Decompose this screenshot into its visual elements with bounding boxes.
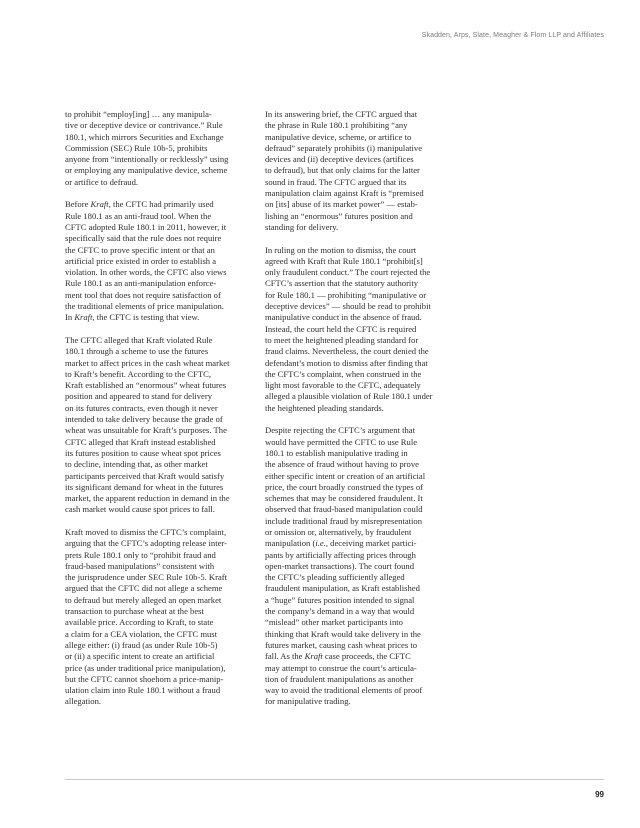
text-line: Before Kraft, the CFTC had primarily used: [65, 199, 214, 210]
text-line: standing for delivery.: [265, 221, 339, 232]
text-line: to prohibit “employ[ing] … any manipula-: [65, 109, 212, 119]
text-line: fraudulent manipulation, as Kraft established: [265, 583, 420, 594]
text-line: only fraudulent conduct.” The court rejected the: [265, 267, 431, 278]
right-text-column: [265, 109, 457, 708]
text-line: the phrase in Rule 180.1 prohibiting “any: [265, 120, 408, 131]
text-line: on [its] abuse of its market power” — estab-: [265, 199, 418, 210]
text-line: thinking that Kraft would take delivery in the: [265, 628, 421, 639]
text-line: the CFTC’s complaint, when construed in the: [265, 368, 422, 379]
text-line: Rule 180.1 as an anti-manipulation enforce-: [65, 278, 217, 289]
paragraph: [265, 109, 457, 233]
text-line: manipulative conduct in the absence of fraud.: [265, 312, 422, 323]
text-line: open-market transactions). The court found: [265, 560, 414, 571]
paragraph: [65, 199, 257, 323]
text-line: artificial price existed in order to establish a: [65, 255, 217, 266]
text-line: Rule 180.1 as an anti-fraud tool. When the: [65, 210, 212, 221]
text-line: allege either: (i) fraud (as under Rule 10b-5): [65, 639, 218, 650]
text-line: either specific intent or creation of an artificial: [265, 470, 426, 481]
text-line: available price. According to Kraft, to state: [65, 617, 214, 628]
text-line: manipulation claim against Kraft is “premised: [265, 188, 424, 199]
text-line: transaction to purchase wheat at the best: [65, 606, 204, 617]
text-line: for manipulative trading.: [265, 696, 351, 707]
text-line: would have permitted the CFTC to use Rule: [265, 436, 418, 447]
text-line: to Kraft’s benefit. According to the CFTC,: [65, 368, 212, 379]
text-line: futures market, causing cash wheat prices to: [265, 639, 418, 650]
text-line: may attempt to construe the court’s articula-: [265, 662, 417, 673]
text-line: the CFTC’s pleading sufficiently alleged: [265, 572, 405, 583]
text-line: Commission (SEC) Rule 10b-5, prohibits: [65, 142, 208, 153]
text-line: tive or deceptive device or contrivance.” Rule: [65, 120, 223, 131]
text-line: ulation claim into Rule 180.1 without a fraud: [65, 685, 221, 696]
text-line: In ruling on the motion to dismiss, the court: [265, 244, 417, 255]
text-line: include traditional fraud by misrepresentation: [265, 515, 423, 526]
text-line: deceptive devices” — should be read to prohibit: [265, 301, 431, 312]
text-line: violation. In other words, the CFTC also views: [65, 267, 227, 278]
text-line: position and appeared to stand for delivery: [65, 391, 213, 402]
text-line: fraud-based manipulations” consistent with: [65, 560, 215, 571]
text-line: the traditional elements of price manipulation.: [65, 301, 224, 312]
text-line: schemes that may be considered fraudulent. It: [265, 493, 423, 504]
text-line: to meet the heightened pleading standard for: [265, 334, 419, 345]
text-line: market to affect prices in the cash wheat market: [65, 357, 230, 368]
text-line: price, the court broadly construed the types of: [265, 481, 423, 492]
text-line: defendant’s motion to dismiss after finding that: [265, 357, 428, 368]
text-line: Instead, the court held the CFTC is required: [265, 323, 417, 334]
text-line: participants perceived that Kraft would satisfy: [65, 470, 225, 481]
text-line: 180.1, which mirrors Securities and Exchange: [65, 131, 224, 142]
text-line: price (as under traditional price manipulation),: [65, 662, 226, 673]
text-line: lishing an “enormous” futures position and: [265, 210, 413, 221]
text-line: fraud claims. Nevertheless, the court denied the: [265, 346, 429, 357]
text-line: manipulation (i.e., deceiving market partici-: [265, 538, 417, 549]
text-line: tion of fraudulent manipulations as another: [265, 673, 414, 684]
text-line: to defraud but merely alleged an open market: [65, 594, 222, 605]
text-line: to decline, intending that, as other market: [65, 459, 208, 470]
text-line: or (ii) a specific intent to create an artificial: [65, 651, 215, 662]
text-line: or omission or, alternatively, by fraudulent: [265, 526, 412, 537]
text-line: a “huge” futures position intended to signal: [265, 594, 415, 605]
paragraph: [265, 245, 457, 414]
text-line: market, the apparent reduction in demand in the: [65, 493, 230, 504]
text-line: agreed with Kraft that Rule 180.1 “prohibit[s]: [265, 255, 423, 266]
text-line: way to avoid the traditional elements of proof: [265, 685, 423, 696]
text-line: cash market would cause spot prices to fall.: [65, 504, 215, 515]
text-line: the company’s demand in a way that would: [265, 606, 415, 617]
text-line: the absence of fraud without having to prove: [265, 459, 419, 470]
text-line: for Rule 180.1 — prohibiting “manipulative or: [265, 289, 427, 300]
text-line: prets Rule 180.1 only to “prohibit fraud and: [65, 549, 216, 560]
text-line: or artifice to defraud.: [65, 176, 139, 187]
text-line: In its answering brief, the CFTC argued that: [265, 109, 418, 119]
text-line: to defraud), but that only claims for the latter: [265, 165, 420, 176]
text-line: on its futures contracts, even though it never: [65, 402, 218, 413]
text-line: 180.1 to establish manipulative trading in: [265, 447, 408, 458]
text-line: specifically said that the rule does not require: [65, 233, 222, 244]
text-line: The CFTC alleged that Kraft violated Rule: [65, 334, 213, 345]
text-line: pants by artificially affecting prices through: [265, 549, 416, 560]
text-line: anyone from “intentionally or recklessly” using: [65, 154, 229, 165]
paragraph: [65, 109, 257, 188]
text-line: sound in fraud. The CFTC argued that its: [265, 176, 407, 187]
text-line: ment tool that does not require satisfaction of: [65, 289, 221, 300]
page-number: 99: [595, 790, 604, 799]
text-line: argued that the CFTC did not allege a scheme: [65, 583, 223, 594]
page-header-firm-name: Skadden, Arps, Slate, Meagher & Flom LLP and Affiliates: [421, 32, 604, 39]
text-line: its significant demand for wheat in the futures: [65, 481, 224, 492]
text-line: allegation.: [65, 696, 102, 707]
text-line: its futures position to cause wheat spot prices: [65, 447, 221, 458]
text-line: intended to take delivery because the grade of: [65, 414, 223, 425]
text-line: alleged a plausible violation of Rule 180.1 under: [265, 391, 433, 402]
text-line: manipulative device, scheme, or artifice to: [265, 131, 412, 142]
text-line: the heightened pleading standards.: [265, 402, 384, 413]
text-line: defraud” separately prohibits (i) manipulative: [265, 142, 423, 153]
text-line: fall. As the Kraft case proceeds, the CFTC: [265, 651, 411, 662]
text-line: In Kraft, the CFTC is testing that view.: [65, 312, 200, 323]
left-text-column: [65, 109, 257, 708]
text-line: Despite rejecting the CFTC’s argument that: [265, 425, 415, 436]
text-line: the jurisprudence under SEC Rule 10b-5. Kraft: [65, 572, 228, 583]
text-line: but the CFTC cannot shoehorn a price-manip-: [65, 673, 224, 684]
paragraph: [265, 425, 457, 707]
text-line: 180.1 through a scheme to use the futures: [65, 346, 209, 357]
text-line: “mislead” other market participants into: [265, 617, 403, 628]
text-line: light most favorable to the CFTC, adequately: [265, 380, 421, 391]
text-line: arguing that the CFTC’s adopting release inter-: [65, 538, 227, 549]
text-line: devices and (ii) deceptive devices (artifices: [265, 154, 414, 165]
text-line: Kraft moved to dismiss the CFTC’s complaint,: [65, 526, 227, 537]
text-line: the CFTC to prove specific intent or that an: [65, 244, 215, 255]
paragraph: [65, 527, 257, 708]
paragraph: [65, 335, 257, 516]
text-line: a claim for a CEA violation, the CFTC must: [65, 628, 218, 639]
text-line: wheat was unsuitable for Kraft’s purposes. The: [65, 425, 227, 436]
text-line: observed that fraud-based manipulation could: [265, 504, 423, 515]
text-line: Kraft established an “enormous” wheat futures: [65, 380, 227, 391]
footer-divider: [65, 779, 604, 780]
text-line: CFTC adopted Rule 180.1 in 2011, however, it: [65, 221, 227, 232]
text-line: or employing any manipulative device, scheme: [65, 165, 228, 176]
text-line: CFTC’s assertion that the statutory authority: [265, 278, 419, 289]
text-line: CFTC alleged that Kraft instead established: [65, 436, 216, 447]
